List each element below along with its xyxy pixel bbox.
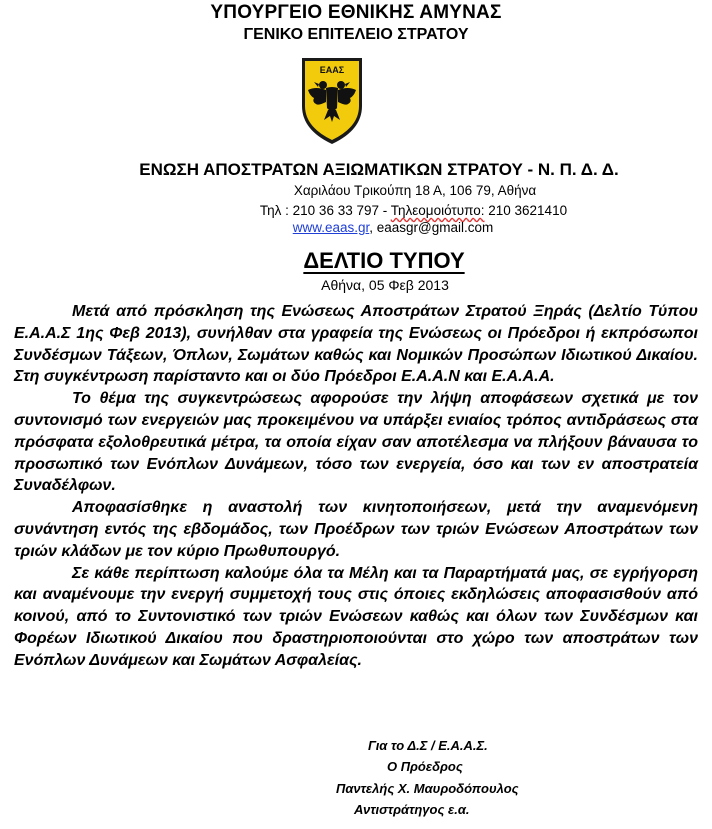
email-address: , eaasgr@gmail.com — [369, 220, 494, 235]
body-paragraph: Μετά από πρόσκληση της Ενώσεως Αποστράτων Στρατού Ξηράς (Δελτίο Τύπου Ε.Α.Α.Σ 1ης Φεβ 2013), συνήλθαν στα γραφεία της Ενώσεως οι Πρόεδροι ή εκπρόσωποι Συνδέσμων Τάξεων, Όπλων, Σωμάτων καθώς και Νομικών Προσώπων Ιδιωτικού Δικαίου. Στη συγκέντρωση παρίσταντο και οι δύο Πρόεδροι Ε.Α.Α.Ν και Ε.Α.Α.Α. — [14, 303, 698, 386]
eaas-emblem — [300, 56, 364, 146]
postal-address: Χαριλάου Τρικούπη 18 Α, 106 79, Αθήνα — [293, 183, 537, 198]
emblem-text: ΕΑΑΣ — [319, 65, 345, 75]
signature-role: Ο Πρόεδρος — [387, 759, 463, 774]
website-link[interactable]: www.eaas.gr — [292, 220, 370, 235]
signature-on-behalf: Για το Δ.Σ / Ε.Α.Α.Σ. — [368, 738, 488, 753]
press-release-title — [0, 248, 712, 274]
staff-title: ΓΕΝΙΚΟ ΕΠΙΤΕΛΕΙΟ ΣΤΡΑΤΟΥ — [243, 26, 469, 43]
contact-phone-fax — [0, 203, 712, 218]
fax-number: 210 3621410 — [484, 203, 568, 218]
contact-web-email — [0, 220, 712, 235]
press-release-body — [14, 301, 698, 672]
phone-label: Τηλ : 210 36 33 797 - — [259, 203, 391, 218]
signature-name: Παντελής Χ. Μαυροδόπουλος — [336, 781, 519, 796]
body-paragraph: Αποφασίσθηκε η αναστολή των κινητοποιήσεων, μετά την αναμενόμενη συνάντηση εντός της εβδομάδος, των Προέδρων των τριών Ενώσεων Αποστράτων των τριών κλάδων με τον κύριο Πρωθυπουργό. — [14, 499, 698, 560]
release-date: Αθήνα, 05 Φεβ 2013 — [321, 277, 449, 293]
body-paragraph: Σε κάθε περίπτωση καλούμε όλα τα Μέλη και τα Παραρτήματά μας, σε εγρήγορση και αναμένουμε την ενεργή συμμετοχή τους στις όποιες εκδηλώσεις αποφασισθούν από κοινού, από το Συντονιστικό των τριών Ενώσεων καθώς και όλων των Συνδέσμων και Φορέων Ιδιωτικού Δικαίου που δραστηριοποιούνται στο χώρο των αποστράτων των Ενόπλων Δυνάμεων και Σωμάτων Ασφαλείας. — [14, 564, 698, 669]
press-release-title-text: ΔΕΛΤΙΟ ΤΥΠΟΥ — [303, 248, 465, 273]
ministry-title: ΥΠΟΥΡΓΕΙΟ ΕΘΝΙΚΗΣ ΑΜΥΝΑΣ — [210, 2, 502, 23]
body-paragraph: Το θέμα της συγκεντρώσεως αφορούσε την λήψη αποφάσεων σχετικά με τον συντονισμό των ενεργειών μας προκειμένου να υπάρξει ενιαίος τρόπος αντιδράσεως στα πρόσφατα εξολοθρευτικά μέτρα, τα οποία είχαν σαν αποτέλεσμα να πλήξουν βάναυσα το προσωπικό των Ενόπλων Δυνάμεων, τόσο των ενεργεία, όσο και των εν αποστρατεία Συναδέλφων. — [14, 390, 698, 495]
signature-rank: Αντιστράτηγος ε.α. — [354, 802, 470, 817]
union-name: ΕΝΩΣΗ ΑΠΟΣΤΡΑΤΩΝ ΑΞΙΩΜΑΤΙΚΩΝ ΣΤΡΑΤΟΥ - Ν. Π. Δ. Δ. — [139, 160, 619, 179]
fax-label: Τηλεομοιότυπο: — [390, 203, 485, 218]
